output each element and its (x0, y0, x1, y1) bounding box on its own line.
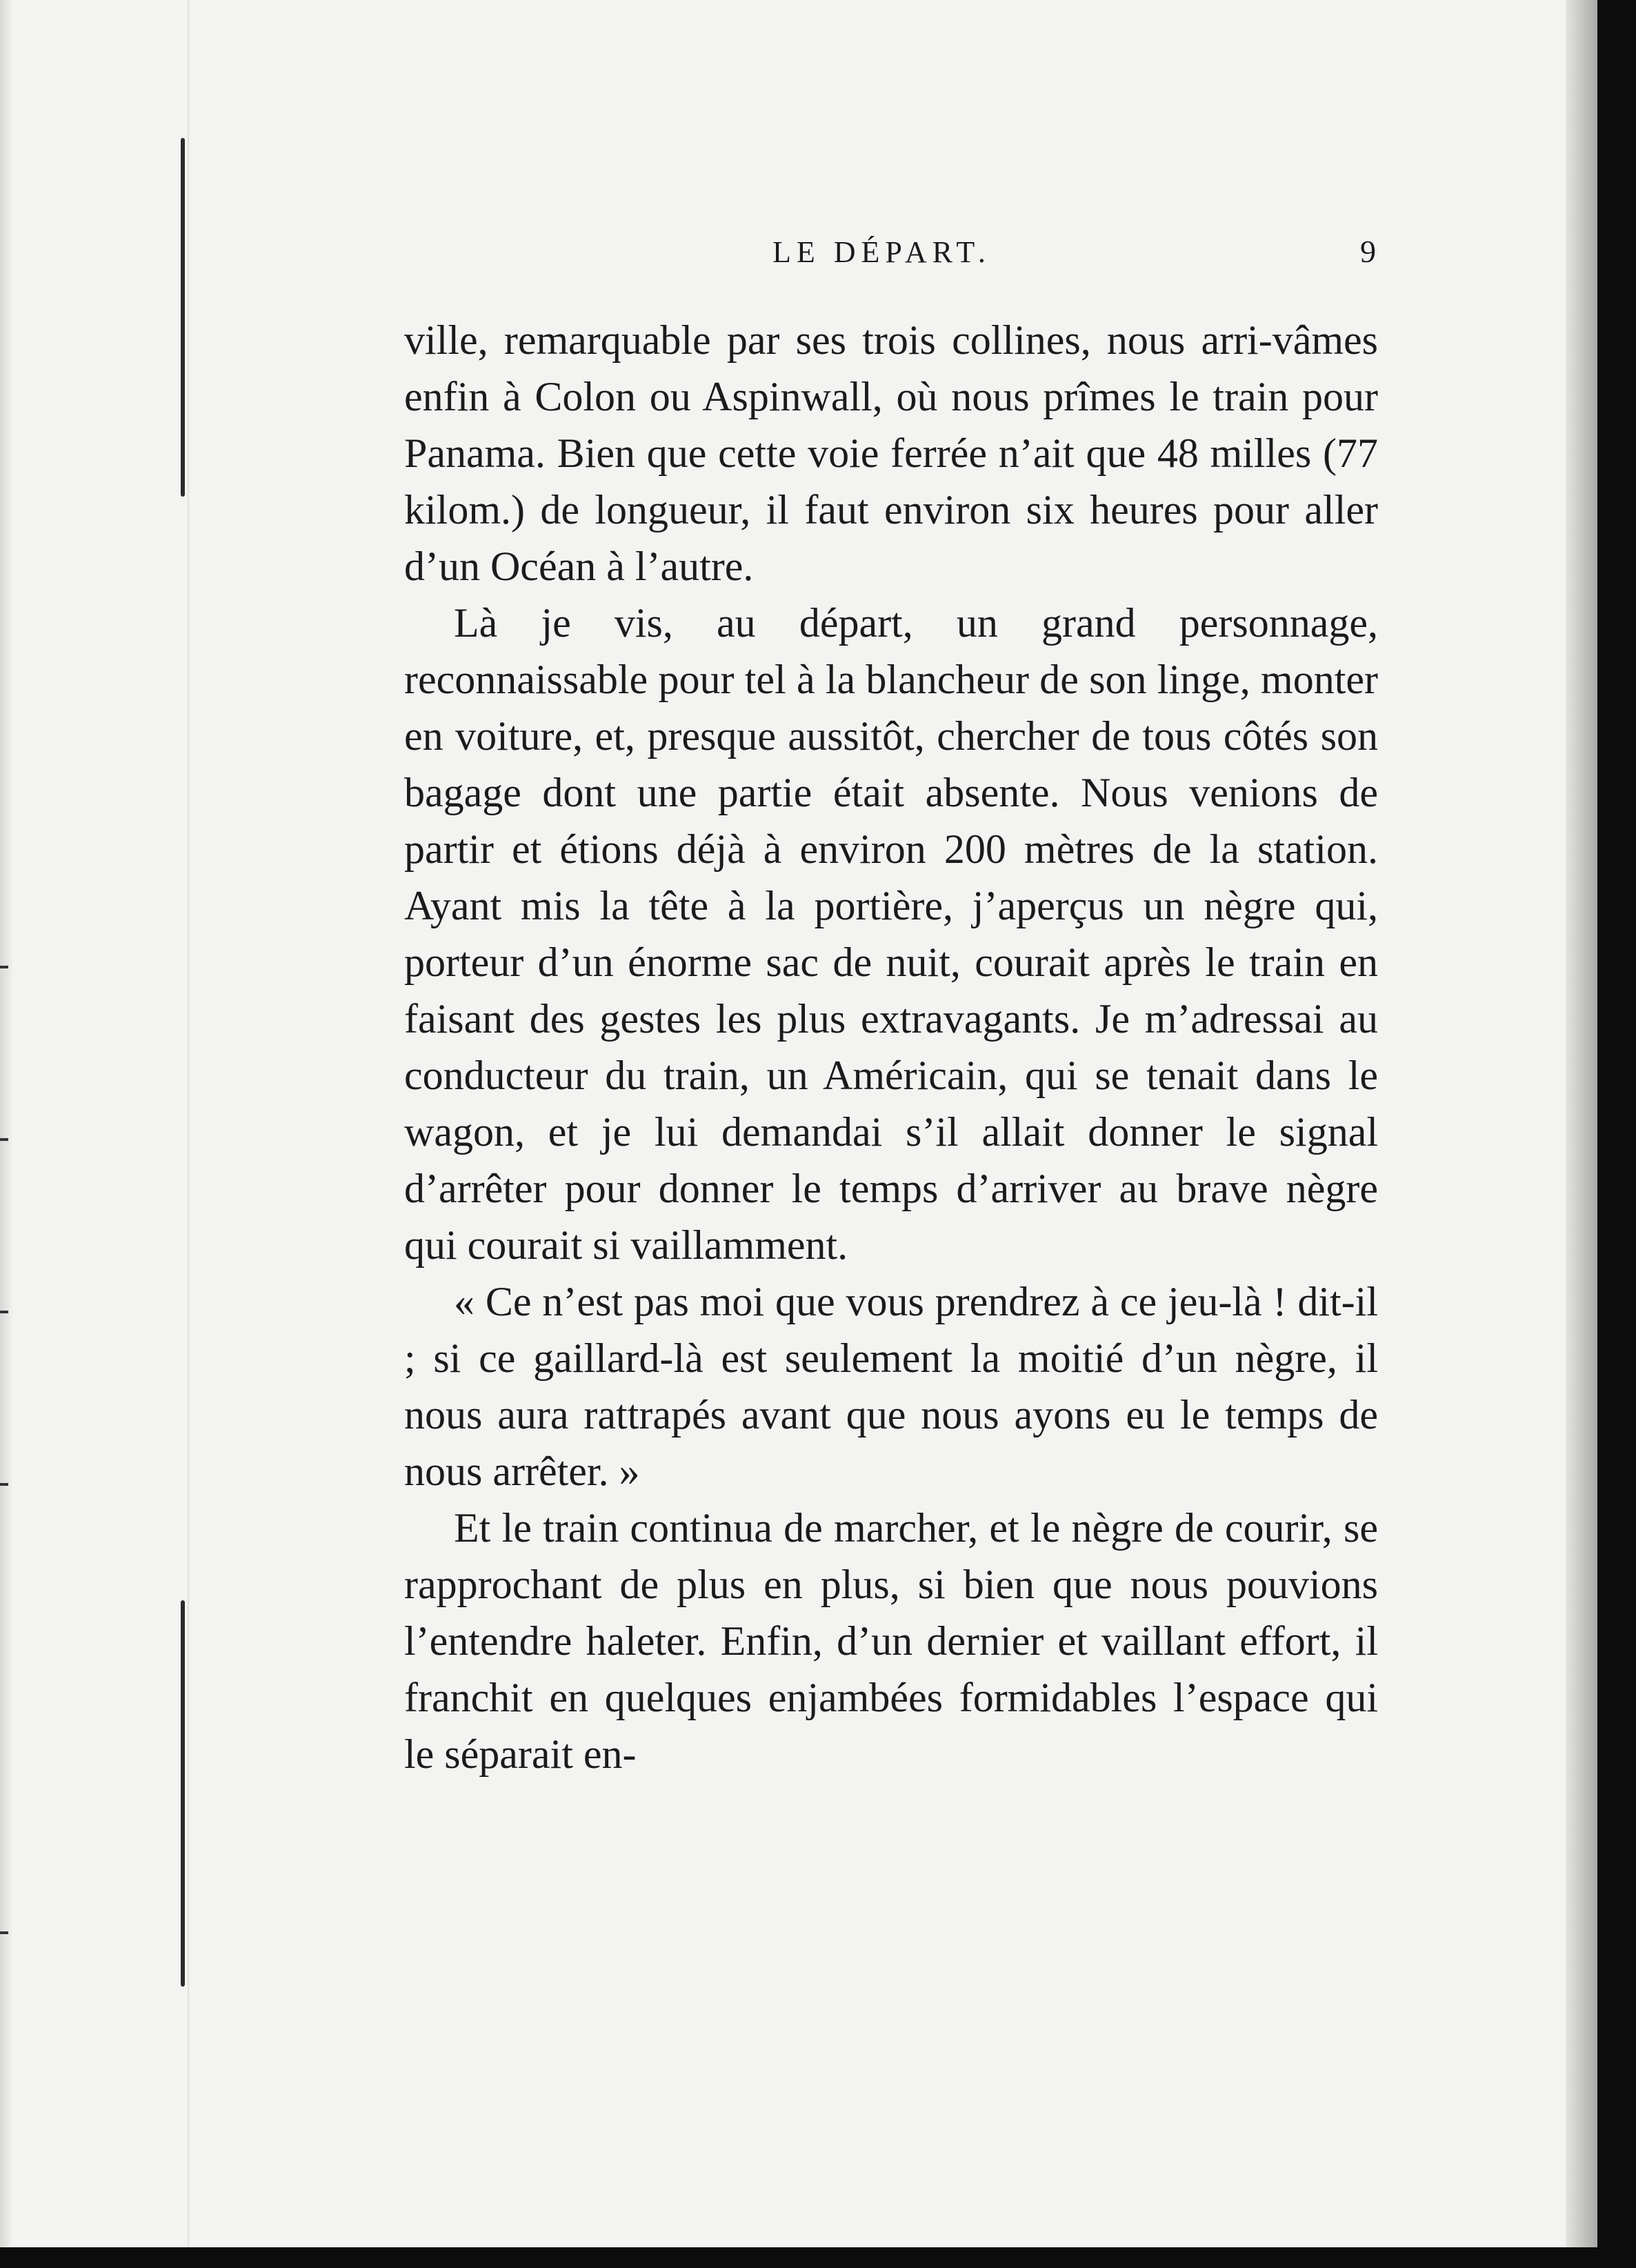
scan-border-bottom (0, 2247, 1636, 2268)
paragraph: ville, remarquable par ses trois collines, nous arri-vâmes enfin à Colon ou Aspinwall, où nous prîmes le train pour Panama. Bien que cette voie ferrée n’ait que 48 milles (77 kilom.) de longueur, il faut environ six heures pour aller d’un Océan à l’autre. (404, 317, 1378, 589)
edge-mark (0, 1311, 8, 1313)
edge-mark (0, 1931, 8, 1934)
binding-stitch-top (181, 138, 185, 497)
scan-border-right (1597, 0, 1636, 2268)
page-number: 9 (1360, 234, 1376, 269)
paragraph: « Ce n’est pas moi que vous prendrez à ce jeu-là ! dit-il ; si ce gaillard-là est seulement la moitié d’un nègre, il nous aura rattrapés avant que nous ayons eu le temps de nous arrêter. » (404, 1279, 1378, 1494)
paragraph: Là je vis, au départ, un grand personnage, reconnaissable pour tel à la blancheur de son linge, monter en voiture, et, presque aussitôt, chercher de tous côtés son bagage dont une partie était absente. Nous venions de partir et étions déjà à environ 200 mètres de la station. Ayant mis la tête à la portière, j’aperçus un nègre qui, porteur d’un énorme sac de nuit, courait après le train en faisant des gestes les plus extravagants. Je m’adressai au conducteur du train, un Américain, qui se tenait dans le wagon, et je lui demandai s’il allait donner le signal d’arrêter pour donner le temps d’arriver au brave nègre qui courait si vaillamment. (404, 600, 1378, 1268)
page-gutter (188, 0, 189, 2268)
edge-mark (0, 1138, 8, 1141)
running-title: LE DÉPART. (772, 235, 991, 269)
paragraph: Et le train continua de marcher, et le nègre de courir, se rapprochant de plus en plus, si bien que nous pouvions l’entendre haleter. Enfin, d’un dernier et vaillant effort, il franchit en quelques enjambées formidables l’espace qui le séparait en- (404, 1505, 1378, 1777)
edge-mark (0, 966, 8, 968)
binding-stitch-bottom (181, 1600, 185, 1987)
body-text (404, 312, 1378, 1782)
edge-mark (0, 1483, 8, 1486)
binding-edge (0, 0, 14, 2268)
page-edge-shadow (1566, 0, 1597, 2268)
